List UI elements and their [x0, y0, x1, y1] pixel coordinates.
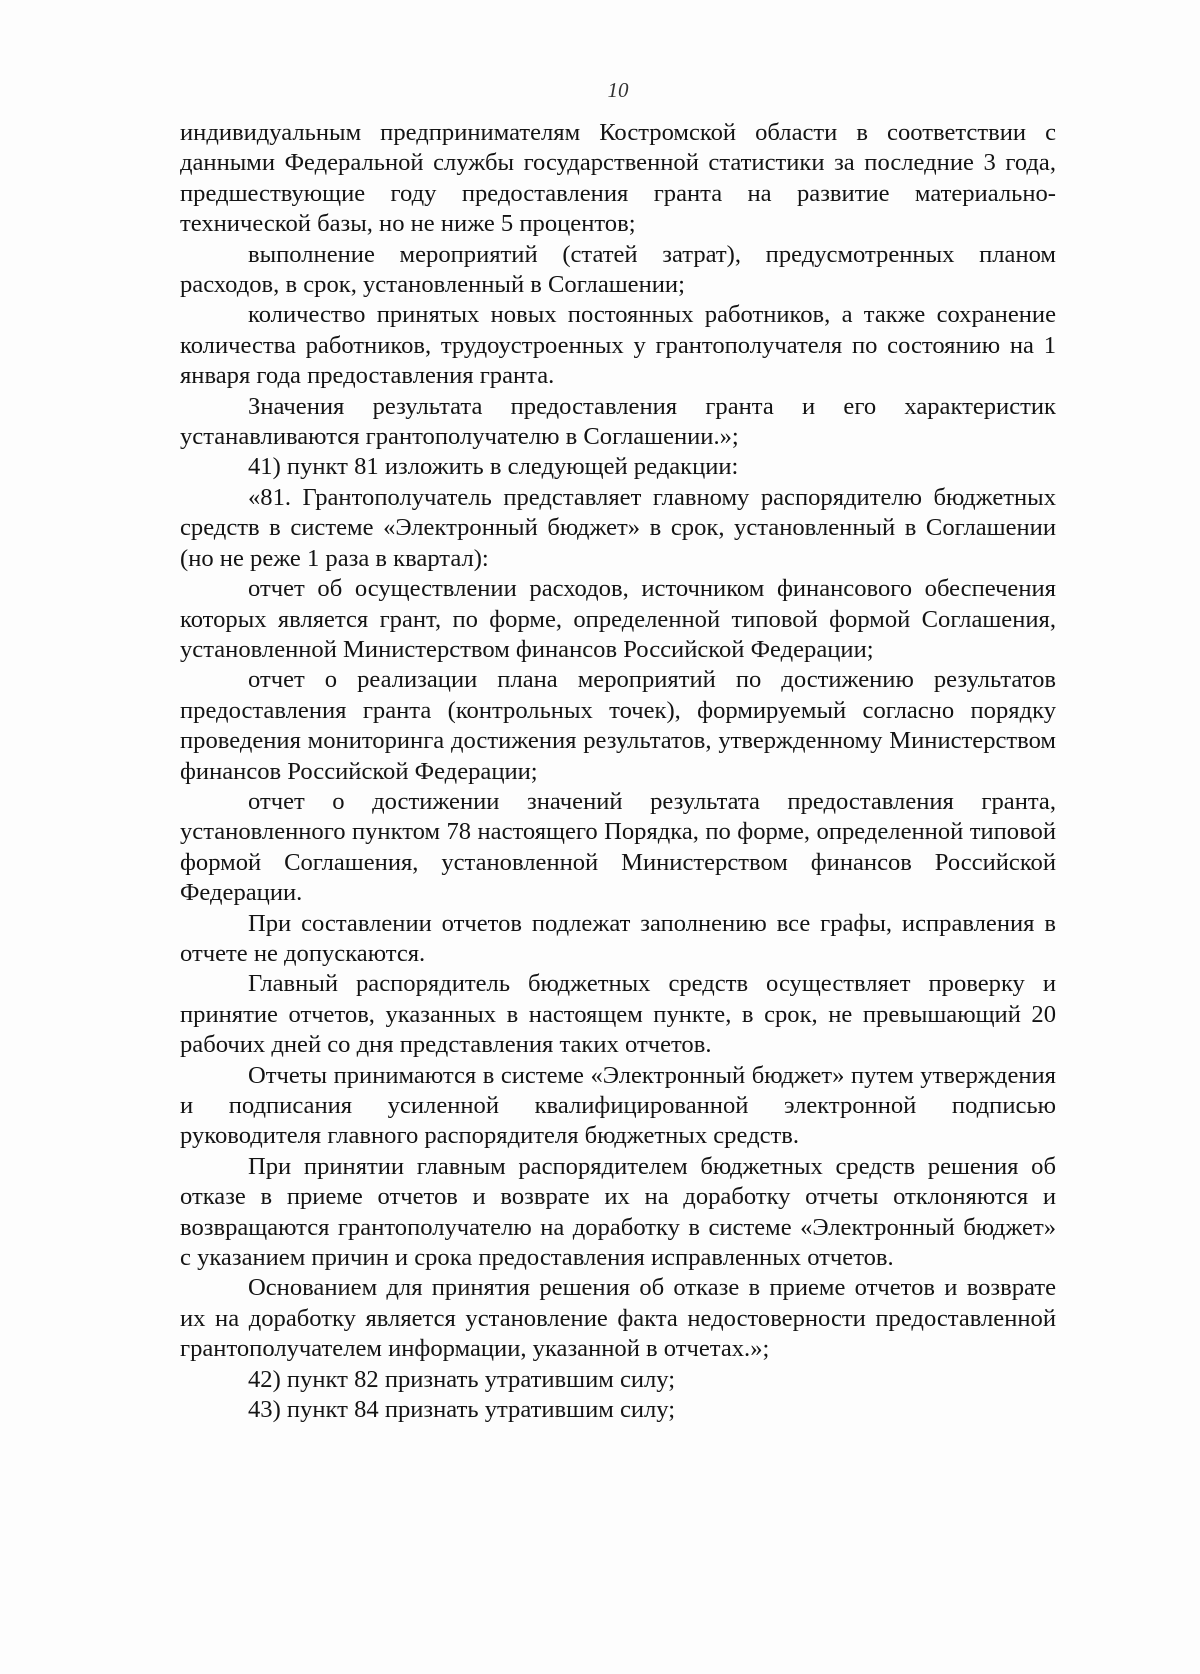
paragraph: 43) пункт 84 признать утратившим силу;	[248, 1396, 676, 1424]
paragraph-continuation: индивидуальным предпринимателям Костромской области в соответствии с данными Федеральной службы государственной статистики за последние 3 года, предшествующие году предоставления гранта на развитие материально-технической базы, но не ниже 5 процентов;	[180, 119, 1056, 238]
paragraph: отчет о реализации плана мероприятий по достижению результатов предоставления гранта (контрольных точек), формируемый согласно порядку проведения мониторинга достижения результатов, утвержденному Министерством финансов Российской Федерации;	[180, 666, 1056, 785]
document-body	[180, 118, 1056, 1425]
paragraph: При принятии главным распорядителем бюджетных средств решения об отказе в приеме отчетов и возврате их на доработку отчеты отклоняются и возвращаются грантополучателю на доработку в системе «Электронный бюджет» с указанием причин и срока предоставления исправленных отчетов.	[180, 1152, 1056, 1272]
paragraph: отчет о достижении значений результата предоставления гранта, установленного пунктом 78 настоящего Порядка, по форме, определенной типовой формой Соглашения, установленной Министерством финансов Российской Федерации.	[180, 787, 1056, 907]
paragraph: количество принятых новых постоянных работников, а также сохранение количества работников, трудоустроенных у грантополучателя по состоянию на 1 января года предоставления гранта.	[180, 301, 1056, 390]
paragraph: Отчеты принимаются в системе «Электронный бюджет» путем утверждения и подписания усиленной квалифицированной электронной подписью руководителя главного распорядителя бюджетных средств.	[180, 1061, 1056, 1150]
page-number: 10	[607, 78, 629, 102]
paragraph: 42) пункт 82 признать утратившим силу;	[248, 1365, 676, 1393]
paragraph: 41) пункт 81 изложить в следующей редакции:	[248, 453, 739, 481]
paragraph: Главный распорядитель бюджетных средств осуществляет проверку и принятие отчетов, указанных в настоящем пункте, в срок, не превышающий 20 рабочих дней со дня представления таких отчетов.	[180, 970, 1056, 1059]
paragraph: выполнение мероприятий (статей затрат), предусмотренных планом расходов, в срок, установленный в Соглашении;	[180, 240, 1056, 299]
paragraph: Значения результата предоставления гранта и его характеристик устанавливаются грантополучателю в Соглашении.»;	[180, 392, 1056, 451]
paragraph: Основанием для принятия решения об отказе в приеме отчетов и возврате их на доработку является установление факта недостоверности предоставленной грантополучателем информации, указанной в отчетах.»;	[180, 1274, 1056, 1363]
paragraph: При составлении отчетов подлежат заполнению все графы, исправления в отчете не допускаются.	[180, 909, 1056, 967]
paragraph: отчет об осуществлении расходов, источником финансового обеспечения которых является грант, по форме, определенной типовой формой Соглашения, установленной Министерством финансов Российской Федерации;	[180, 575, 1056, 663]
paragraph: «81. Грантополучатель представляет главному распорядителю бюджетных средств в системе «Электронный бюджет» в срок, установленный в Соглашении (но не реже 1 раза в квартал):	[180, 483, 1056, 572]
